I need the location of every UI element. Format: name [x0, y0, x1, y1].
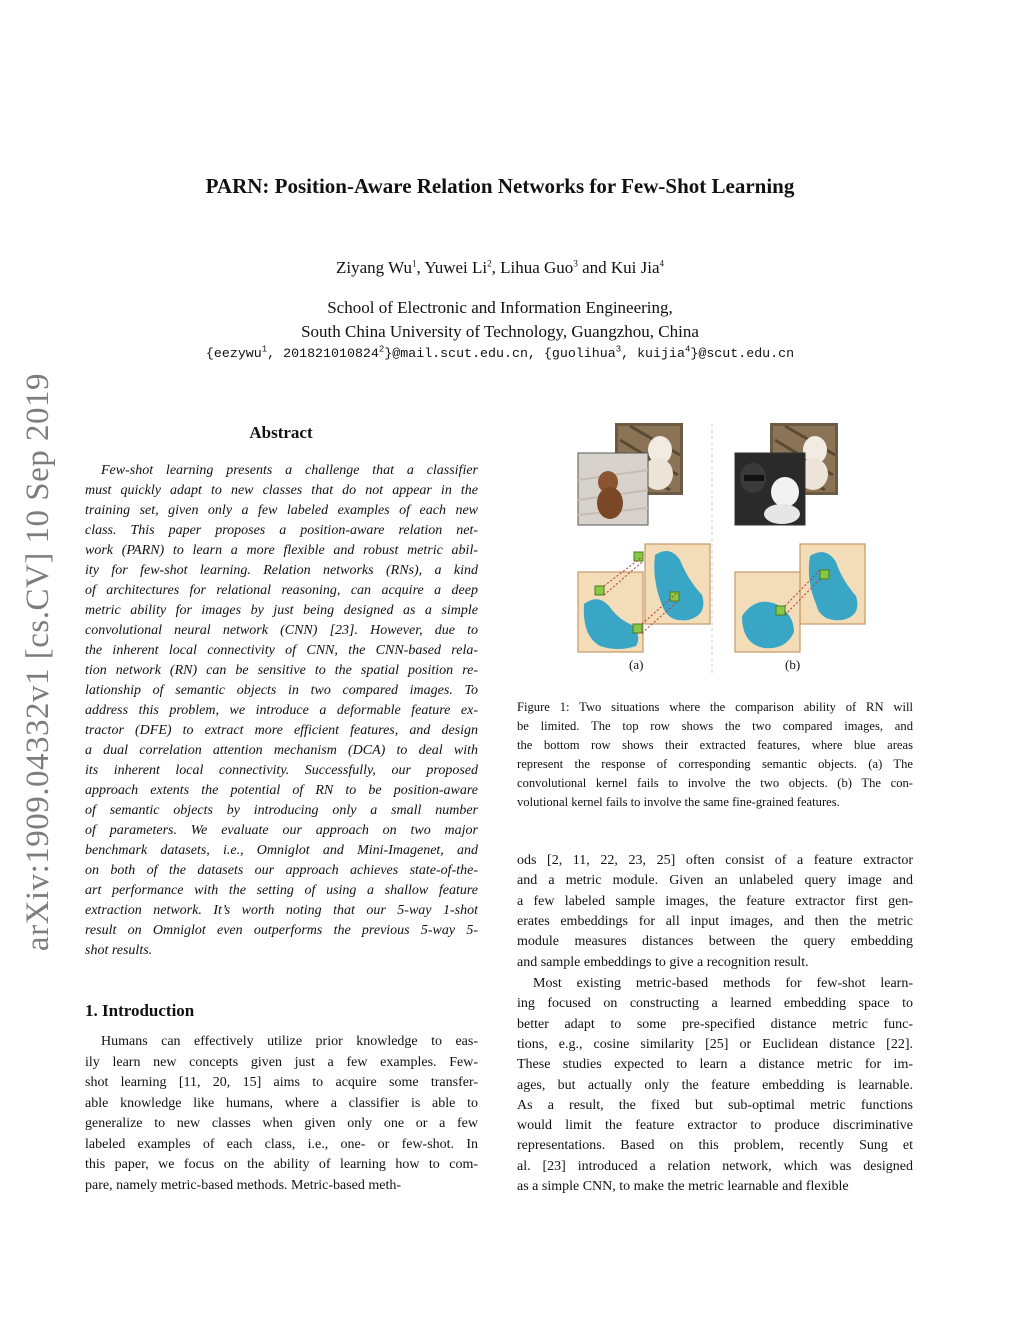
text-line: pare, namely metric-based methods. Metric-based meth- — [85, 1177, 402, 1193]
affiliation-line: South China University of Technology, Guangzhou, China — [301, 322, 699, 341]
introduction-body — [85, 1032, 478, 1202]
text-line: ity for few-shot learning. Relation networks (RNs), a kind — [85, 563, 478, 578]
text-line: volutional kernel fails to involve the same fine-grained features. — [517, 795, 840, 809]
text-line: result on Omniglot even outperforms the previous 5-way 5- — [85, 923, 478, 938]
text-line: approach extents the potential of RN to be position-aware — [85, 783, 478, 798]
email-index: 4 — [684, 344, 691, 355]
author-separator: and — [577, 258, 611, 277]
text-line: generalize to new classes when given only one or a few — [85, 1116, 478, 1131]
abstract-body — [85, 461, 478, 961]
text-line: would limit the feature extractor to produce discriminative — [517, 1118, 913, 1134]
email-part: }@mail.scut.edu.cn, {guolihua — [384, 346, 616, 361]
text-line: work (PARN) to learn a more flexible and robust metric abil- — [85, 543, 478, 558]
text-line: able knowledge like humans, where a classifier is able to — [85, 1095, 478, 1111]
author-name: Ziyang Wu — [335, 258, 412, 277]
text-line: class. This paper proposes a position-aware relation net- — [85, 523, 478, 538]
text-line: representations. Based on this problem, recently Sung et — [517, 1138, 913, 1154]
text-line: lationship of semantic objects in two compared images. To — [85, 683, 478, 698]
paper-title: PARN: Position-Aware Relation Networks for Few-Shot Learning — [205, 174, 795, 198]
feature-map-b2 — [800, 544, 865, 624]
author-index: 4 — [659, 258, 664, 269]
text-line: and a metric module. Given an unlabeled query image and — [517, 873, 913, 889]
text-line: benchmark datasets, i.e., Omniglot and Mini-Imagenet, and — [85, 843, 478, 858]
text-line: be limited. The top row shows the two compared images, and — [517, 719, 913, 733]
text-line: address this problem, we introduce a deformable feature ex- — [85, 703, 478, 718]
text-line: convolutional neural network (CNN) [23]. However, due to — [85, 623, 478, 638]
right-column-paragraph — [517, 974, 913, 1199]
text-line: must quickly adapt to new classes that do not appear in the — [85, 483, 478, 498]
affiliation-line: School of Electronic and Information Engineering, — [327, 298, 673, 317]
feature-map-a2 — [634, 544, 710, 624]
text-line: ages, but actually only the feature embedding is learnable. — [517, 1077, 913, 1093]
text-line: erates embeddings for all input images, and then the metric — [517, 913, 913, 929]
text-line: Few-shot learning presents a challenge that a classifier — [101, 463, 478, 478]
text-line: of semantic objects by introducing only a small number — [85, 803, 478, 818]
text-line: module measures distances between the query embedding — [517, 934, 913, 950]
text-line: training set, given only a few labeled examples of each new — [85, 503, 478, 518]
text-line: as a simple CNN, to make the metric learnable and flexible — [517, 1179, 849, 1194]
compared-image-dog-b1 — [735, 453, 805, 525]
text-line: on both of the datasets our approach achieves state-of-the- — [85, 863, 478, 878]
author-separator: , — [491, 258, 501, 277]
author-name: Kui Jia — [610, 258, 660, 277]
email-part: , kuijia — [621, 346, 685, 361]
abstract-heading: Abstract — [249, 423, 313, 442]
text-line: extraction network. It’s worth noting that our 5-way 1-shot — [85, 903, 478, 918]
text-line: Figure 1: Two situations where the comparison ability of RN will — [517, 700, 913, 714]
text-line: As a result, the fixed but sub-optimal metric functions — [517, 1097, 913, 1113]
section-heading-introduction: 1. Introduction — [85, 1001, 195, 1020]
email-index: 3 — [615, 344, 622, 355]
text-line: Humans can effectively utilize prior knowledge to eas- — [101, 1034, 478, 1049]
text-line: Most existing metric-based methods for few-shot learn- — [533, 976, 913, 991]
text-line: shot results. — [85, 943, 153, 958]
text-line: and sample embeddings to give a recognition result. — [517, 954, 809, 970]
text-line: tractor (DFE) to extract more efficient features, and design — [85, 723, 478, 738]
text-line: art performance with the setting of using a shallow feature — [85, 883, 478, 898]
text-line: of parameters. We evaluate our approach on two major — [85, 823, 478, 838]
figure-label-a: (a) — [629, 657, 644, 672]
text-line: metric ability for images by just being designed as a simple — [85, 603, 478, 618]
text-line: tion network (RN) can be sensitive to the spatial position re- — [85, 663, 478, 678]
author-name: Yuwei Li — [424, 258, 488, 277]
text-line: ing focused on constructing a learned embedding space to — [517, 996, 913, 1012]
figure-label-b: (b) — [785, 657, 801, 672]
author-list — [0, 258, 1000, 278]
text-line: labeled examples of each class, i.e., one- or few-shot. In — [85, 1136, 478, 1152]
email-part: }@scut.edu.cn — [690, 346, 795, 361]
author-emails — [0, 346, 1000, 361]
compared-image-dog-a1 — [578, 453, 648, 525]
email-index: 2 — [378, 344, 385, 355]
text-line: of architectures for relational reasoning, can acquire a deep — [85, 583, 478, 598]
text-line: represent the response of corresponding semantic objects. (a) The — [517, 757, 913, 771]
email-index: 1 — [261, 344, 268, 355]
text-line: These studies expected to learn a distance metric for im- — [517, 1057, 913, 1073]
author-separator: , — [416, 258, 425, 277]
text-line: a few labeled sample images, the feature extractor first gen- — [517, 893, 913, 909]
text-line: tions, e.g., cosine similarity [25] or Euclidean distance [22]. — [517, 1036, 913, 1052]
author-index: 3 — [573, 258, 578, 269]
text-line: the bottom row shows their extracted features, where blue areas — [517, 738, 913, 752]
arxiv-margin-stamp: arXiv:1909.04332v1 [cs.CV] 10 Sep 2019 — [20, 372, 56, 952]
author-index: 2 — [487, 258, 492, 269]
text-line: better adapt to some pre-specified distance metric func- — [517, 1016, 913, 1032]
text-line: ily learn new concepts given just a few examples. Few- — [85, 1054, 478, 1070]
text-line: a dual correlation attention mechanism (DCA) to deal with — [85, 743, 478, 758]
figure-1 — [570, 420, 910, 680]
author-index: 1 — [411, 258, 417, 269]
text-line: this paper, we focus on the ability of learning how to com- — [85, 1157, 478, 1172]
text-line: convolutional kernel fails to involve the two objects. (b) The con- — [517, 776, 913, 790]
text-line: al. [23] introduced a relation network, which was designed — [517, 1158, 913, 1174]
text-line: its inherent local connectivity. Successfully, our proposed — [85, 763, 478, 778]
right-column-paragraph — [517, 851, 913, 976]
text-line: the inherent local connectivity of CNN, the CNN-based rela- — [85, 643, 478, 658]
figure-1-caption — [517, 698, 913, 818]
text-line: shot learning [11, 20, 15] aims to acquire some transfer- — [85, 1075, 478, 1090]
email-part: , 201821010824 — [267, 346, 379, 361]
email-part: {eezywu — [205, 346, 262, 361]
author-name: Lihua Guo — [500, 258, 574, 277]
text-line: ods [2, 11, 22, 23, 25] often consist of a feature extractor — [517, 853, 913, 868]
